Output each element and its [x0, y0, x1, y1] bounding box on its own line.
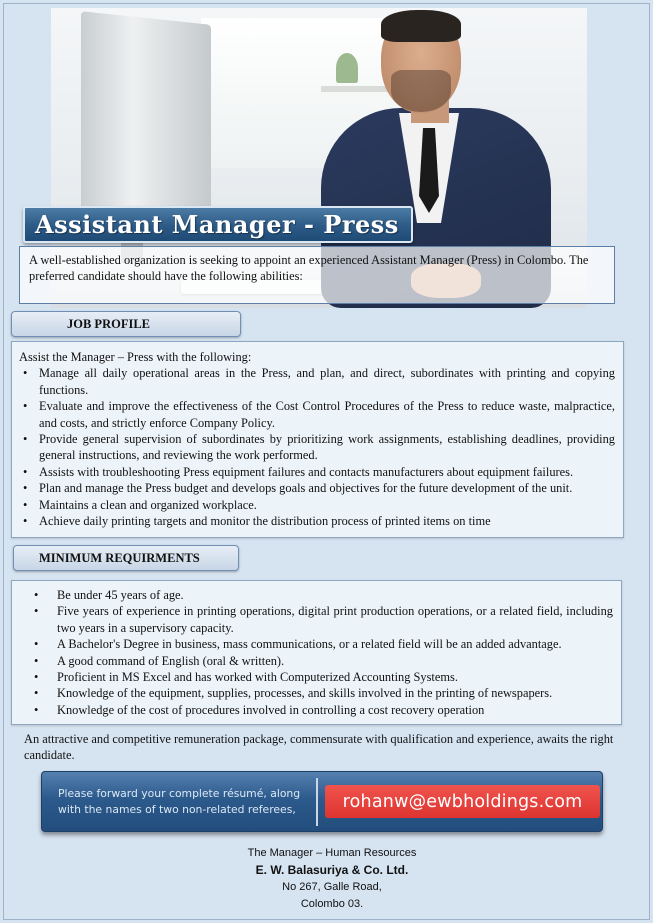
list-item: • Be under 45 years of age. [20, 587, 613, 603]
requirements-list [20, 587, 613, 718]
address-block [190, 845, 474, 913]
list-item: • Proficient in MS Excel and has worked with Computerized Accounting Systems. [20, 669, 613, 685]
contact-message-line: Please forward your complete résumé, along [58, 787, 301, 800]
job-profile-heading: JOB PROFILE [11, 311, 241, 337]
email-link[interactable]: rohanw@ewbholdings.com [325, 785, 600, 818]
hero-person-hair [381, 10, 461, 42]
list-item: • Five years of experience in printing operations, digital print production operations, or a related field, including two years in a supervisory capacity. [20, 603, 613, 636]
list-item: • Manage all daily operational areas in the Press, and plan, and direct, subordinates with printing and copying functions. [19, 365, 615, 398]
address-company: E. W. Balasuriya & Co. Ltd. [255, 863, 409, 877]
list-item: • A good command of English (oral & written). [20, 653, 613, 669]
requirements-box [11, 580, 622, 725]
list-item: • Assists with troubleshooting Press equipment failures and contacts manufacturers about equipment failures. [19, 464, 615, 480]
job-title: Assistant Manager - Press [35, 210, 399, 239]
contact-message [58, 786, 328, 818]
hero-person-beard [391, 70, 451, 112]
contact-divider [316, 778, 318, 826]
intro-text: A well-established organization is seeking to appoint an experienced Assistant Manager (Press) in Colombo. The preferred candidate should have the following abilities: [19, 246, 615, 304]
job-title-banner [23, 206, 413, 243]
list-item: • Achieve daily printing targets and monitor the distribution process of printed items on time [19, 513, 615, 529]
list-item: • Knowledge of the equipment, supplies, processes, and skills involved in the printing of newspapers. [20, 685, 613, 701]
list-item: • Plan and manage the Press budget and develops goals and objectives for the future development of the unit. [19, 480, 615, 496]
list-item: • Evaluate and improve the effectiveness of the Cost Control Procedures of the Press to reduce waste, malpractice, and costs, and strictly enforce Company Policy. [19, 398, 615, 431]
hero-monitor [81, 11, 211, 225]
job-profile-list [19, 365, 615, 529]
list-item: • Knowledge of the cost of procedures involved in controlling a cost recovery operation [20, 702, 613, 718]
requirements-heading: MINIMUM REQUIRMENTS [13, 545, 239, 571]
address-attention: The Manager – Human Resources [247, 847, 417, 859]
list-item: • A Bachelor's Degree in business, mass communications, or a related field will be an added advantage. [20, 636, 613, 652]
list-item: • Maintains a clean and organized workplace. [19, 497, 615, 513]
contact-message-line: with the names of two non-related referees, [58, 803, 296, 816]
list-item: • Provide general supervision of subordinates by prioritizing work assignments, establishing deadlines, providing general instructions, and reviewing the work performed. [19, 431, 615, 464]
address-city: Colombo 03. [300, 898, 364, 910]
contact-bar [41, 771, 603, 832]
hero-plant [336, 53, 358, 83]
job-profile-lead: Assist the Manager – Press with the following: [19, 350, 252, 364]
address-street: No 267, Galle Road, [282, 881, 382, 893]
job-profile-box [11, 341, 624, 538]
closing-text: An attractive and competitive remuneration package, commensurate with qualification and experience, awaits the right candidate. [24, 732, 614, 762]
